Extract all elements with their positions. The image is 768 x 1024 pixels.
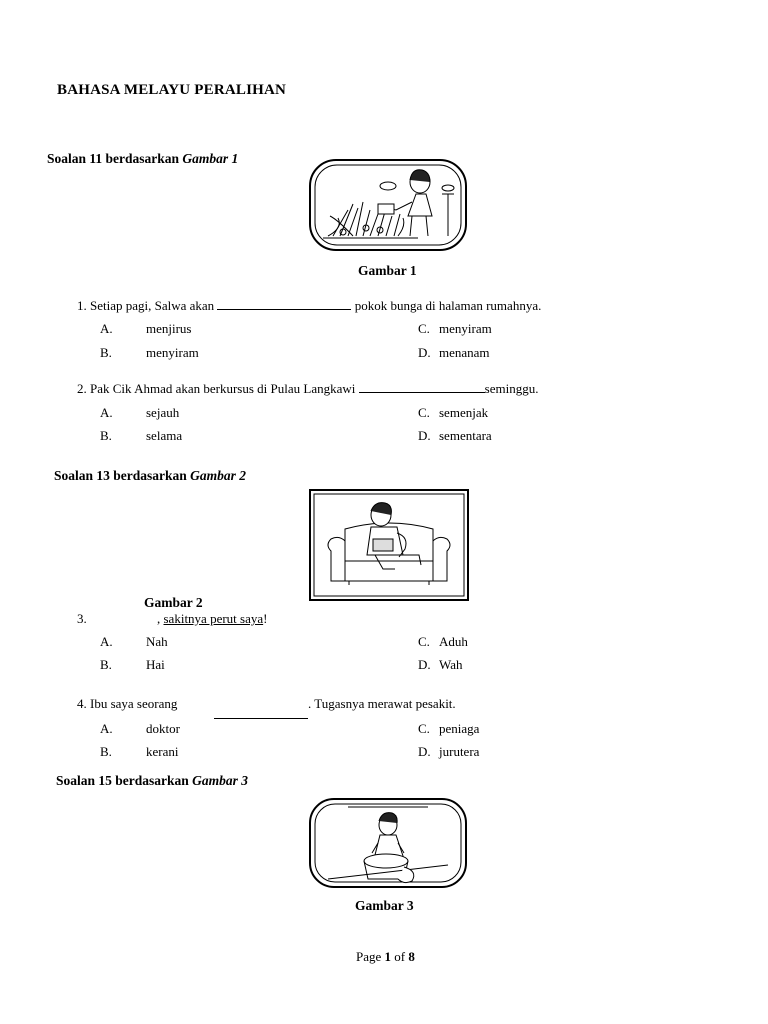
- question-3: [157, 611, 267, 627]
- option-a-letter: A.: [100, 721, 113, 736]
- option-b-letter: B.: [100, 428, 112, 443]
- figure-1-caption: Gambar 1: [358, 263, 417, 278]
- answer-blank: [217, 298, 351, 310]
- page-title: BAHASA MELAYU PERALIHAN: [57, 82, 287, 98]
- option-a-text: menjirus: [146, 321, 192, 336]
- section-heading-figure: Gambar 1: [182, 151, 239, 166]
- option-a-letter: A.: [100, 405, 113, 420]
- option-d-letter: D.: [418, 657, 431, 672]
- question-number: 4.: [77, 696, 87, 711]
- option-a-text: Nah: [146, 634, 168, 649]
- answer-blank: [214, 718, 308, 719]
- question-number: 1.: [77, 298, 87, 313]
- option-b-text: Hai: [146, 657, 165, 672]
- question-3-number: 3.: [77, 611, 87, 626]
- current-page: 1: [384, 949, 392, 964]
- option-a-letter: A.: [100, 321, 113, 336]
- option-b-letter: B.: [100, 657, 112, 672]
- option-d-text: sementara: [439, 428, 492, 443]
- question-text-after: pokok bunga di halaman rumahnya.: [354, 298, 542, 313]
- question-1: [77, 298, 541, 314]
- page-word: Page: [356, 949, 382, 964]
- option-a-text: sejauh: [146, 405, 180, 420]
- option-b-letter: B.: [100, 744, 112, 759]
- question-text-after: sakitnya perut saya: [163, 611, 264, 626]
- section-heading-prefix: Soalan 13 berdasarkan: [54, 468, 191, 483]
- question-text-before: Pak Cik Ahmad akan berkursus di Pulau Langkawi: [90, 381, 356, 396]
- section-heading-2: [54, 468, 246, 484]
- option-c-letter: C.: [418, 721, 430, 736]
- option-c-text: peniaga: [439, 721, 480, 736]
- option-b-text: menyiram: [146, 345, 199, 360]
- of-word: of: [394, 949, 406, 964]
- option-c-letter: C.: [418, 634, 430, 649]
- question-number: 2.: [77, 381, 87, 396]
- option-d-letter: D.: [418, 428, 431, 443]
- option-c-text: Aduh: [439, 634, 468, 649]
- section-heading-1: [47, 151, 238, 167]
- option-d-text: Wah: [439, 657, 463, 672]
- option-c-letter: C.: [418, 321, 430, 336]
- total-pages: 8: [408, 949, 415, 964]
- question-text-before: Setiap pagi, Salwa akan: [90, 298, 215, 313]
- option-d-text: jurutera: [439, 744, 480, 759]
- figure-3-illustration: [308, 797, 468, 889]
- section-heading-figure: Gambar 3: [192, 773, 249, 788]
- figure-2-illustration: [309, 489, 469, 601]
- option-a-text: doktor: [146, 721, 180, 736]
- section-heading-prefix: Soalan 11 berdasarkan: [47, 151, 183, 166]
- question-2: [77, 381, 538, 397]
- option-b-text: kerani: [146, 744, 179, 759]
- page-number: [356, 949, 415, 965]
- option-d-letter: D.: [418, 744, 431, 759]
- option-a-letter: A.: [100, 634, 113, 649]
- option-c-letter: C.: [418, 405, 430, 420]
- answer-blank: [359, 381, 485, 393]
- question-4: [77, 696, 177, 712]
- question-text-after: seminggu.: [484, 381, 539, 396]
- option-d-text: menanam: [439, 345, 490, 360]
- section-heading-prefix: Soalan 15 berdasarkan: [56, 773, 193, 788]
- section-heading-figure: Gambar 2: [190, 468, 247, 483]
- figure-1-illustration: [308, 158, 468, 252]
- question-text-end: !: [263, 611, 268, 626]
- question-text-before: Ibu saya seorang: [90, 696, 178, 711]
- figure-3-caption: Gambar 3: [355, 898, 414, 913]
- figure-2-caption: Gambar 2: [144, 595, 203, 610]
- section-heading-3: [56, 773, 248, 789]
- option-c-text: semenjak: [439, 405, 489, 420]
- question-4-after: . Tugasnya merawat pesakit.: [308, 696, 456, 711]
- option-b-letter: B.: [100, 345, 112, 360]
- option-b-text: selama: [146, 428, 183, 443]
- option-c-text: menyiram: [439, 321, 492, 336]
- option-d-letter: D.: [418, 345, 431, 360]
- question-text-before: ,: [157, 611, 161, 626]
